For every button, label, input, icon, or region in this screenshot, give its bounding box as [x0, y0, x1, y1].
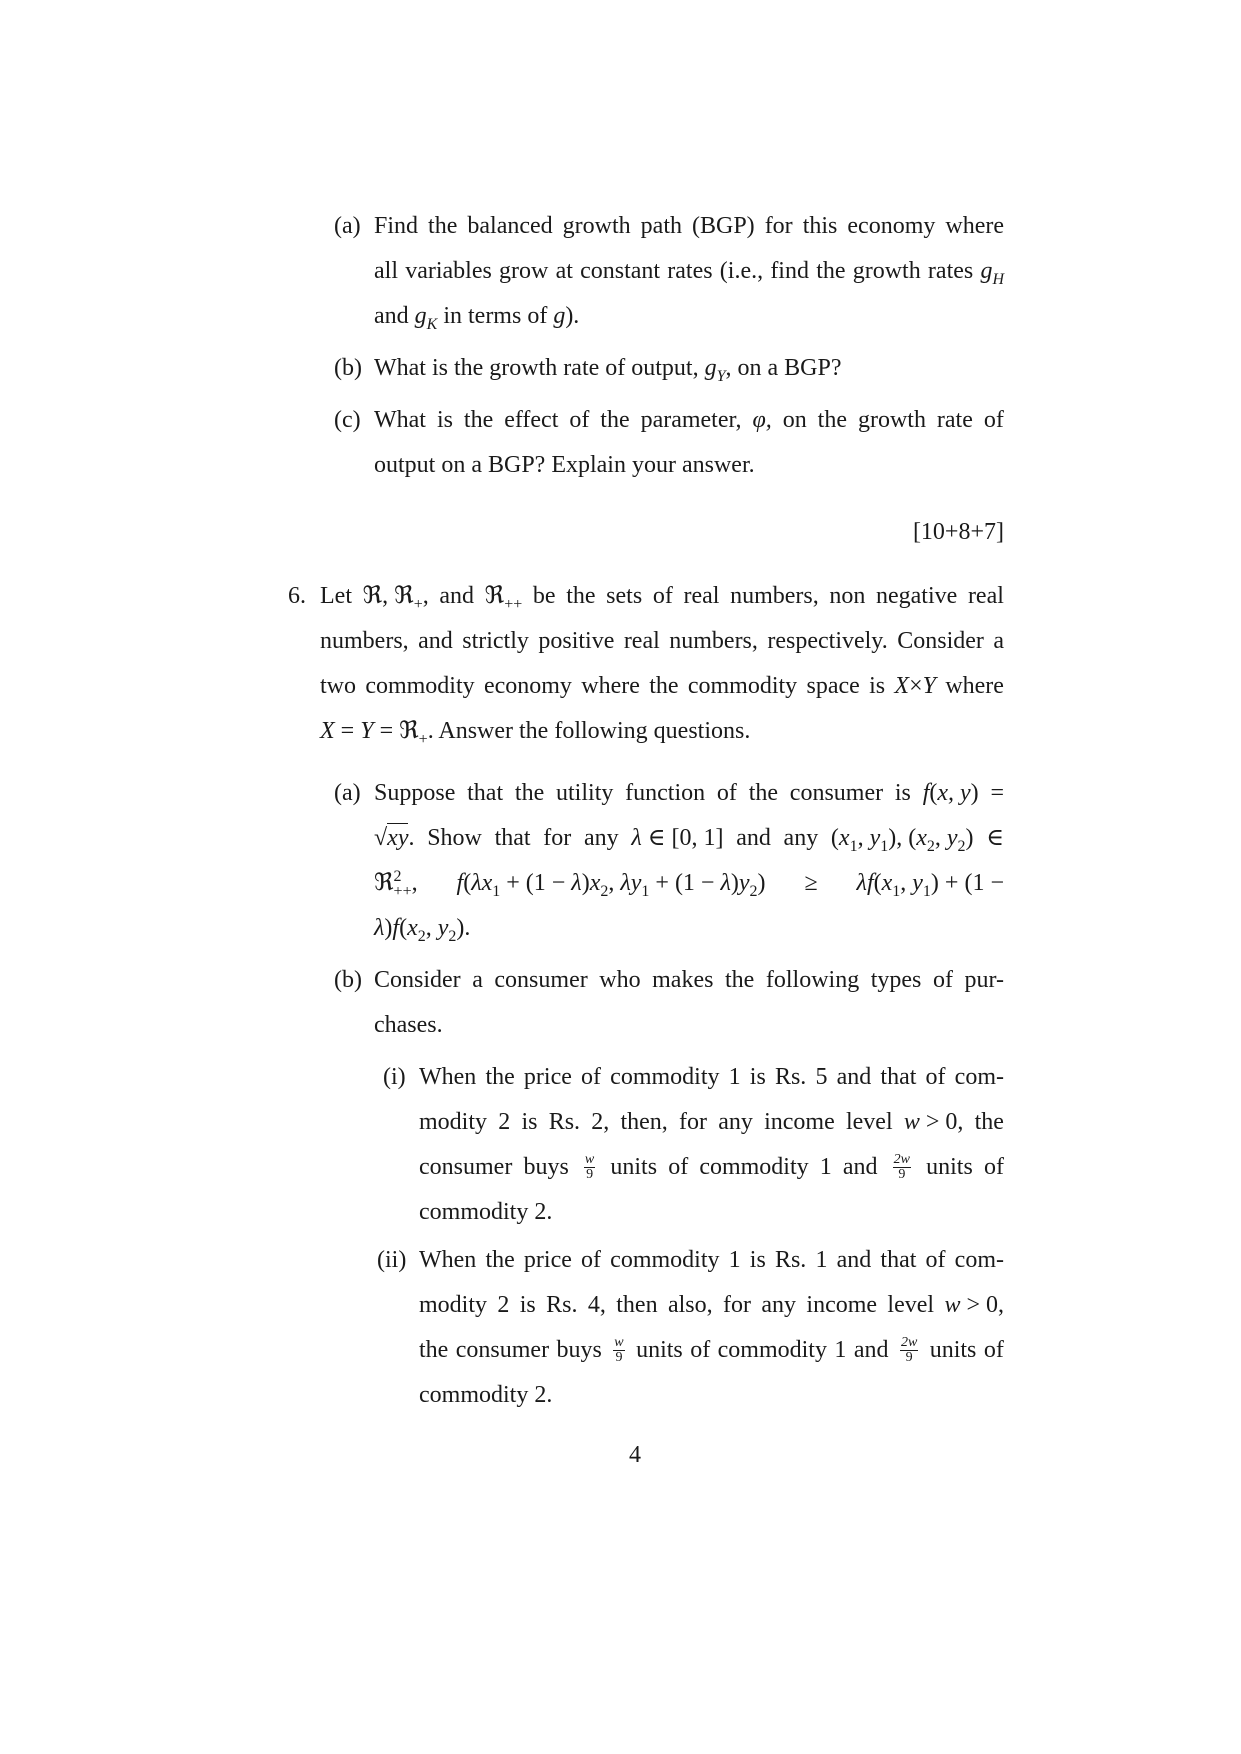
fraction-w-over-9: $\frac{w}{9}$ — [584, 1151, 595, 1182]
fraction-2w-over-9: $\frac{2w}{9}$ — [893, 1151, 911, 1182]
q5a-line-1: Find the balanced growth path (BGP) for this economy where — [374, 213, 1004, 239]
q6bi-line-4: commodity 2. — [419, 1199, 553, 1225]
q6bii-line-1: When the price of commodity 1 is Rs. 1 and that of com- — [419, 1247, 1004, 1273]
q5c-line-2: output on a BGP? Explain your answer. — [374, 452, 755, 478]
q5a-line-2: all variables grow at constant rates (i.e., find the growth rates $g_H$ — [374, 258, 1004, 288]
q6-line-1: Let ℜ, ℜ$_+$, and ℜ$_{++}$ be the sets of real numbers, non negative real — [320, 583, 1004, 613]
q6a-line-1: Suppose that the utility function of the consumer is f(x, y) = — [374, 780, 1004, 806]
q6-line-3: two commodity economy where the commodity space is X×Y where — [320, 673, 1004, 699]
q6bi-line-2: modity 2 is Rs. 2, then, for any income level w > 0, the — [419, 1109, 1004, 1135]
fraction-w-over-9: $\frac{w}{9}$ — [614, 1334, 624, 1365]
q5a-marker: (a) — [334, 213, 361, 239]
q5b-line-1: What is the growth rate of output, $g_Y$, on a BGP? — [374, 355, 842, 385]
q6a-line-2: √xy. Show that for any λ ∈ [0, 1] and any ($x_1$, $y_1$), ($x_2$, $y_2$) ∈ — [374, 825, 1004, 855]
q6b-line-2: chases. — [374, 1012, 443, 1038]
q6-line-2: numbers, and strictly positive real numbers, respectively. Consider a — [320, 628, 1004, 654]
page-number: 4 — [629, 1442, 641, 1468]
q5b-marker: (b) — [334, 355, 362, 381]
q6a-line-3: ℜ$^2_{++}$, $f(\lambda x_1 + (1 - \lambda)x_2$, $\lambda y_1 + (1 - \lambda)y_2$) ≥ $\lambda f(x_1$, $y_1) + (1$ − — [374, 868, 1004, 900]
q5c-line-1: What is the effect of the parameter, φ, on the growth rate of — [374, 407, 1004, 433]
q5a-line-3: and $g_K$ in terms of g). — [374, 303, 580, 333]
q6bii-line-4: commodity 2. — [419, 1382, 553, 1408]
q6b-marker: (b) — [334, 967, 362, 993]
q5-marks: [10+8+7] — [912, 519, 1004, 545]
q6a-line-4: $\lambda)f(x_2$, $y_2$). — [374, 915, 471, 945]
q6bii-marker: (ii) — [377, 1247, 407, 1273]
q6bii-line-3: the consumer buys $\frac{w}{9}$ units of commodity 1 and $\frac{2w}{9}$ units of — [419, 1334, 1004, 1365]
q6bi-line-1: When the price of commodity 1 is Rs. 5 and that of com- — [419, 1064, 1004, 1090]
fraction-2w-over-9: $\frac{2w}{9}$ — [900, 1334, 918, 1365]
q5c-marker: (c) — [334, 407, 361, 433]
q6bi-marker: (i) — [383, 1064, 406, 1090]
q6bi-line-3: consumer buys $\frac{w}{9}$ units of commodity 1 and $\frac{2w}{9}$ units of — [419, 1151, 1004, 1182]
q6b-line-1: Consider a consumer who makes the following types of pur- — [374, 967, 1004, 993]
q6bii-line-2: modity 2 is Rs. 4, then also, for any income level w > 0, — [419, 1292, 1004, 1318]
q6-marker: 6. — [288, 583, 306, 609]
q6-line-4: X = Y = ℜ$_+$. Answer the following questions. — [320, 718, 751, 748]
q6a-marker: (a) — [334, 780, 361, 806]
